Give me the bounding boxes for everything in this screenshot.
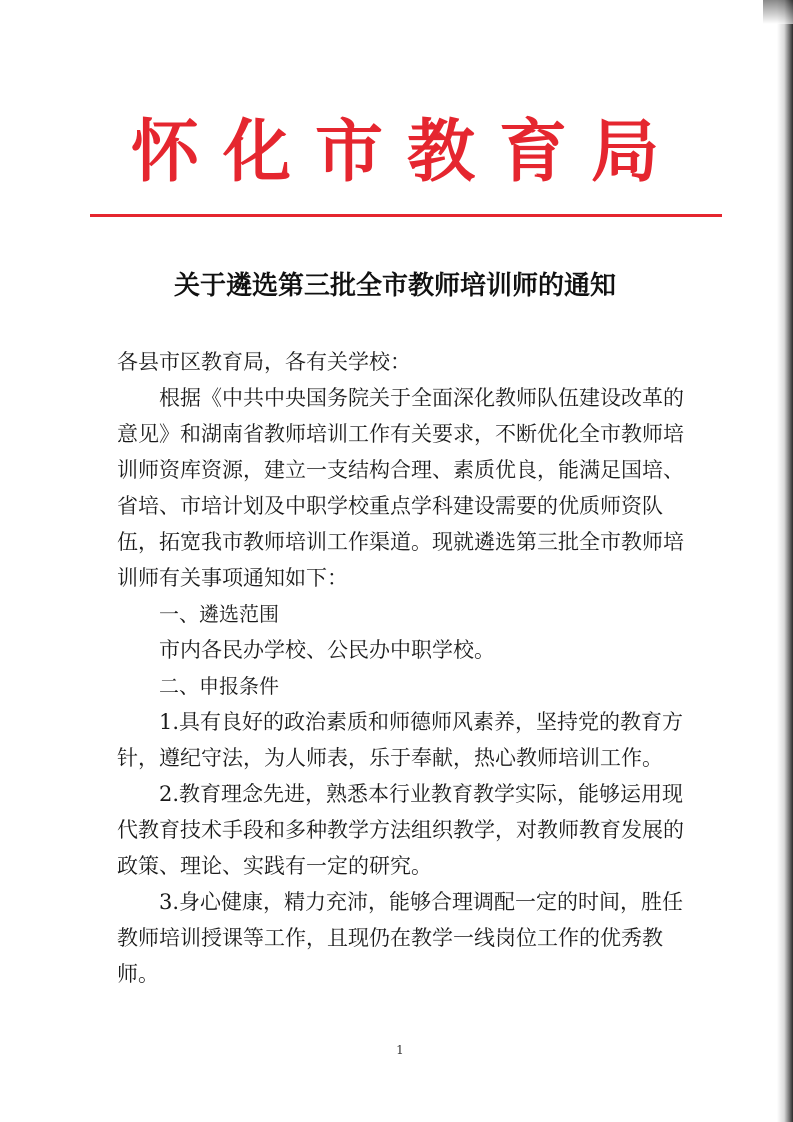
- intro-line: 伍，拓宽我市教师培训工作渠道。现就遴选第三批全市教师培: [117, 530, 684, 554]
- document-title: 关于遴选第三批全市教师培训师的通知: [173, 271, 616, 301]
- section-content-scope: 市内各民办学校、公民办中职学校。: [159, 638, 495, 662]
- condition-item-2: 2.教育理念先进，熟悉本行业教育教学实际，能够运用现: [159, 782, 684, 806]
- condition-item-1: 1.具有良好的政治素质和师德师风素养，坚持党的教育方: [159, 710, 684, 734]
- condition-item-3: 3.身心健康，精力充沛，能够合理调配一定的时间，胜任: [159, 890, 684, 914]
- condition-item-2: 代教育技术手段和多种教学方法组织教学，对教师教育发展的: [117, 818, 684, 842]
- salutation: 各县市区教育局，各有关学校：: [117, 350, 411, 374]
- page-number: 1: [396, 1043, 404, 1057]
- condition-item-3: 教师培训授课等工作，且现仍在教学一线岗位工作的优秀教: [117, 926, 663, 950]
- condition-item-1: 针，遵纪守法，为人师表，乐于奉献，热心教师培训工作。: [117, 746, 663, 770]
- intro-line: 根据《中共中央国务院关于全面深化教师队伍建设改革的: [159, 386, 684, 410]
- intro-line: 训师资库资源，建立一支结构合理、素质优良，能满足国培、: [117, 458, 684, 482]
- section-heading-conditions: 二、申报条件: [159, 674, 279, 698]
- intro-line: 意见》和湖南省教师培训工作有关要求，不断优化全市教师培: [117, 422, 684, 446]
- document-body: [117, 344, 687, 992]
- section-heading-scope: 一、遴选范围: [159, 602, 279, 626]
- intro-line: 训师有关事项通知如下：: [117, 566, 348, 590]
- header-red-rule: [90, 214, 722, 217]
- organization-header: 怀化市教育局: [130, 112, 683, 192]
- condition-item-3: 师。: [117, 962, 159, 986]
- condition-item-2: 政策、理论、实践有一定的研究。: [117, 854, 432, 878]
- scan-corner-shadow: [763, 0, 793, 24]
- intro-line: 省培、市培计划及中职学校重点学科建设需要的优质师资队: [117, 494, 663, 518]
- scan-edge: [777, 0, 793, 1122]
